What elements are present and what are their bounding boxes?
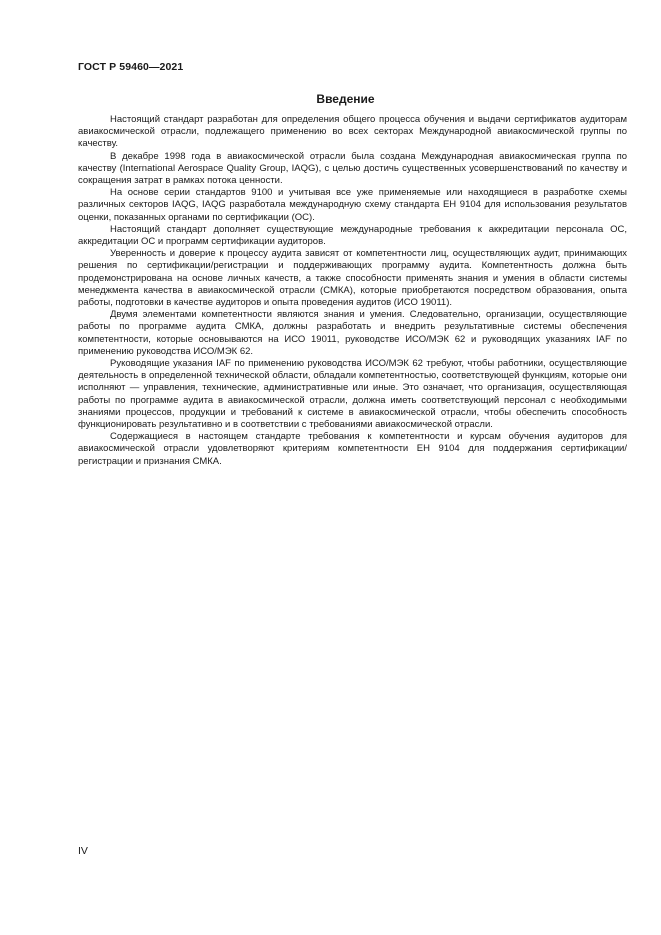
paragraph: В декабре 1998 года в авиакосмической отрасли была создана Международная авиакосмическая группа по качеству (International Aerospace Quality Group, IAQG), с целью достичь существенных усовершенствований по качеству и сокращения затрат в рамках потока ценности. xyxy=(78,150,627,187)
paragraph: Настоящий стандарт разработан для определения общего процесса обучения и выдачи сертификатов аудиторам авиакосмической отрасли, подлежащего применению во всех секторах Международной авиакосмической группы по качеству. xyxy=(78,114,627,150)
section-title: Введение xyxy=(316,92,375,106)
page-number: IV xyxy=(78,845,88,857)
paragraph: Уверенность и доверие к процессу аудита зависят от компетентности лиц, осуществляющих аудит, принимающих решения по сертификации/регистрации и поддерживающих программу аудита. Компетентность должна быть продемонстрирована на основе личных качеств, а также способности применять знания и умения в области системы менеджмента качества в авиакосмической отрасли (СМКА), которые приобретаются посредством образования, опыта работы, подготовки в качестве аудиторов и опыта проведения аудитов (ИСО 19011). xyxy=(78,248,627,309)
paragraph: Двумя элементами компетентности являются знания и умения. Следовательно, организации, осуществляющие работы по программе аудита СМКА, должны разработать и внедрить результативные системы обеспечения компетентности, которые основываются на ИСО 19011, руководстве ИСО/МЭК 62 и руководящих указаниях IAF по применению руководства ИСО/МЭК 62. xyxy=(78,309,627,357)
paragraph: Содержащиеся в настоящем стандарте требования к компетентности и курсам обучения аудиторов для авиакосмической отрасли удовлетворяют критериям компетентности ЕН 9104 для поддержания сертификации/регистрации и признания СМКА. xyxy=(78,431,627,467)
document-header: ГОСТ Р 59460—2021 xyxy=(78,61,184,73)
paragraph: Настоящий стандарт дополняет существующие международные требования к аккредитации персонала ОС, аккредитации ОС и программ сертификации аудиторов. xyxy=(78,223,627,248)
paragraph: Руководящие указания IAF по применению руководства ИСО/МЭК 62 требуют, чтобы работники, осуществляющие деятельность в определенной технической области, обладали компетентностью, соответствующей функциям, которые они исполняют — управления, технические, административные или иные. Это означает, что организация, осуществляющая работы по программе аудита в авиакосмической отрасли, должна иметь соответствующий персонал с необходимыми знаниями процессов, продукции и требований к системе в авиакосмической отрасли, чтобы обеспечить способность функционировать результативно и в соответствии с требованиями авиакосмической отрасли. xyxy=(78,358,627,431)
body-text xyxy=(78,114,627,468)
paragraph: На основе серии стандартов 9100 и учитывая все уже применяемые или находящиеся в разработке схемы различных секторов IAQG, IAQG разработала международную схему стандарта ЕН 9104 для использования результатов оценки, показанных органами по сертификации (ОС). xyxy=(78,187,627,223)
